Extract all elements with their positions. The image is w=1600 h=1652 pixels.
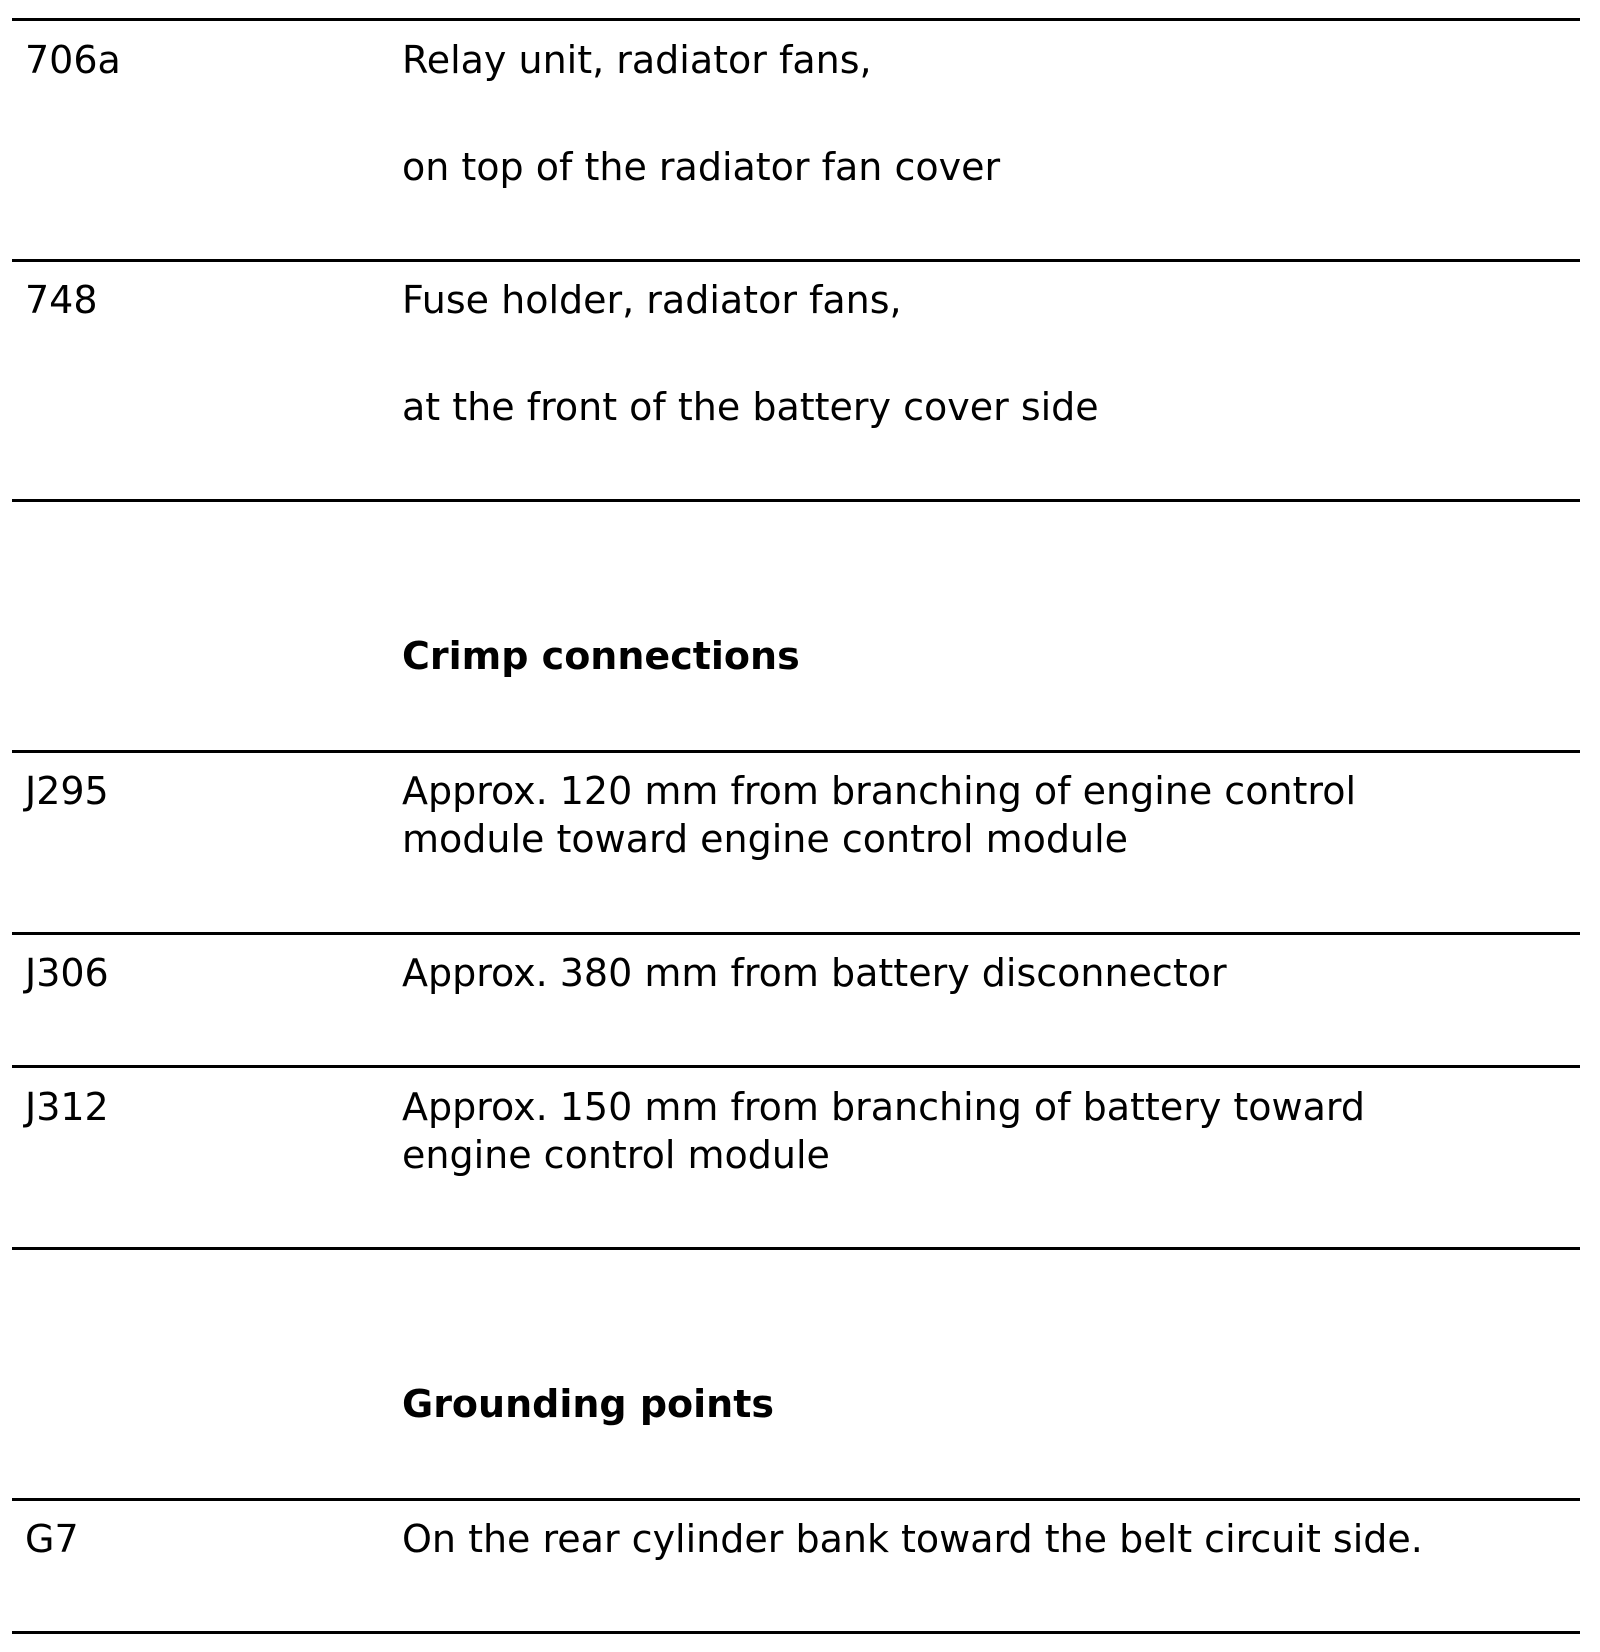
component-description-line: at the front of the battery cover side [402,385,1099,429]
table-rule [12,259,1580,262]
component-description-line: Fuse holder, radiator fans, [402,278,902,322]
component-description-line: module toward engine control module [402,817,1129,861]
component-description-line: On the rear cylinder bank toward the belt circuit side. [402,1517,1423,1561]
table-rule [12,1065,1580,1068]
component-code: J295 [25,769,109,813]
component-code: J312 [25,1085,109,1129]
table-rule [12,1631,1580,1634]
section-heading-grounding-points: Grounding points [402,1382,775,1426]
section-heading-crimp-connections: Crimp connections [402,634,800,678]
table-rule [12,1247,1580,1250]
component-description-line: Approx. 150 mm from branching of battery toward [402,1085,1365,1129]
table-rule [12,1498,1580,1501]
table-rule [12,499,1580,502]
component-description-line: Approx. 120 mm from branching of engine control [402,769,1357,813]
table-rule [12,932,1580,935]
table-rule [12,18,1580,21]
component-code: G7 [25,1517,79,1561]
component-description-line: engine control module [402,1133,830,1177]
table-rule [12,750,1580,753]
component-description-line: on top of the radiator fan cover [402,145,1001,189]
component-code: 706a [25,38,121,82]
component-description-line: Approx. 380 mm from battery disconnector [402,951,1227,995]
component-code: J306 [25,951,109,995]
component-code: 748 [25,278,98,322]
component-description-line: Relay unit, radiator fans, [402,38,872,82]
